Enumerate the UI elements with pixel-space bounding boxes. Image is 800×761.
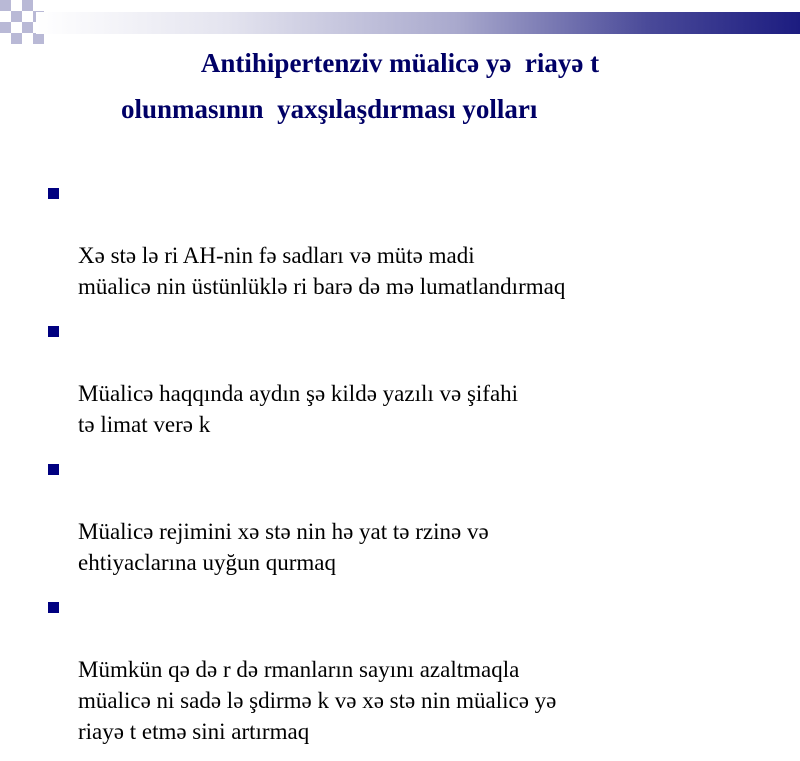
bullet-item xyxy=(48,316,748,440)
checker-square xyxy=(22,0,33,11)
checker-square xyxy=(0,22,11,33)
square-bullet-icon xyxy=(48,602,59,613)
square-bullet-icon xyxy=(48,464,59,475)
bullet-text: Müalicə haqqında aydın şə kildə yazılı və şifahi tə limat verə k xyxy=(78,381,519,437)
bullet-text: Mümkün qə də r də rmanların sayını azaltmaqla müalicə ni sadə lə şdirmə k və xə stə nin müalicə yə riayə t etmə sini artırmaq xyxy=(78,657,557,744)
bullet-list xyxy=(48,178,748,761)
bullet-text: Xə stə lə ri AH-nin fə sadları və mütə madi müalicə nin üstünlüklə ri barə də mə lumatlandırmaq xyxy=(78,243,566,299)
bullet-item xyxy=(48,454,748,578)
checker-square xyxy=(11,11,22,22)
bullet-item xyxy=(48,178,748,302)
checker-square xyxy=(22,22,33,33)
bullet-item xyxy=(48,592,748,747)
square-bullet-icon xyxy=(48,326,59,337)
slide-title-line-1: Antihipertenziv müalicə yə riayə t xyxy=(200,48,600,78)
bullet-text: Müalicə rejimini xə stə nin hə yat tə rzinə və ehtiyaclarına uyğun qurmaq xyxy=(78,519,489,575)
slide-title-line-2: olunmasının yaxşılaşdırması yolları xyxy=(121,94,538,124)
slide-title xyxy=(0,40,800,132)
checker-square xyxy=(0,0,11,11)
square-bullet-icon xyxy=(48,188,59,199)
header-gradient-bar xyxy=(36,12,800,34)
